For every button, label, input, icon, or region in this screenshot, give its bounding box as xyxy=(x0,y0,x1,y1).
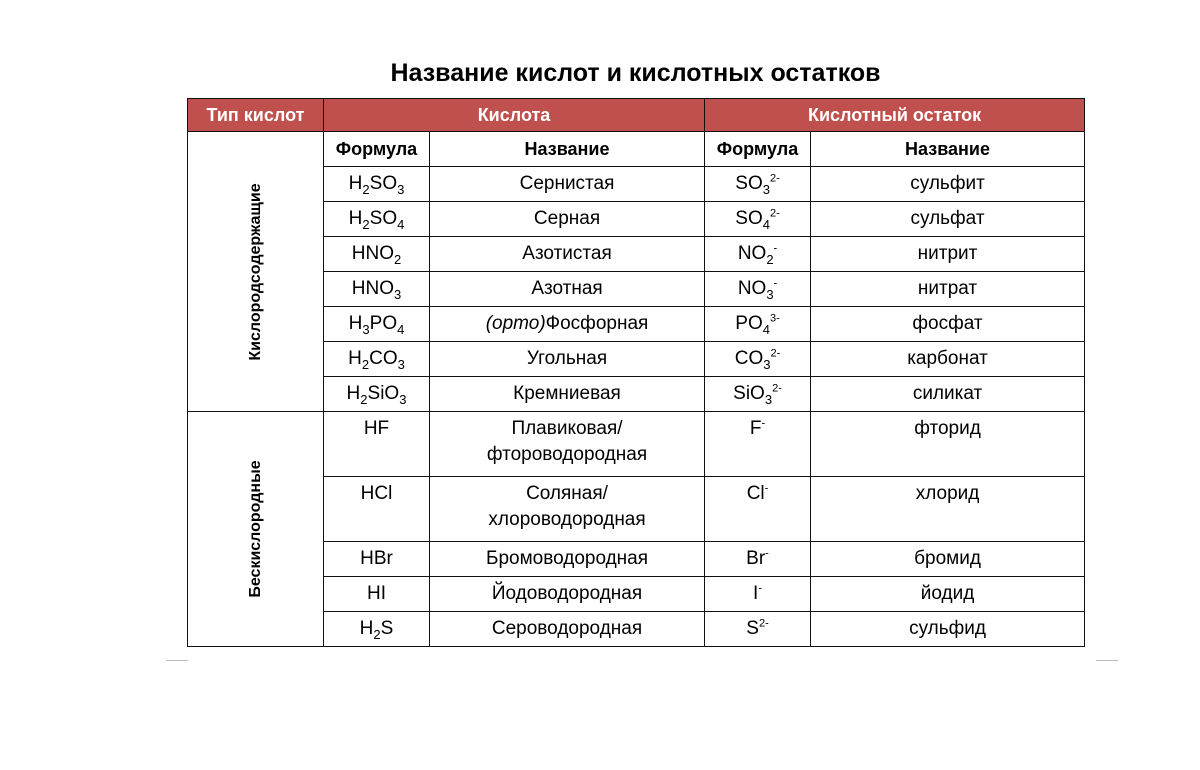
acid-formula: $H_2SO_3$ xyxy=(324,167,430,202)
acid-name: Плавиковая/ фтороводородная xyxy=(430,412,705,477)
residue-name: нитрит xyxy=(811,237,1085,272)
table-body xyxy=(188,132,1085,647)
residue-formula: F- xyxy=(705,412,811,477)
residue-name: нитрат xyxy=(811,272,1085,307)
subheader-acid-formula: Формула xyxy=(324,132,430,167)
type-cell xyxy=(188,132,324,412)
acid-formula: HBr xyxy=(324,542,430,577)
residue-name: сульфит xyxy=(811,167,1085,202)
residue-formula: Br- xyxy=(705,542,811,577)
acids-table xyxy=(187,98,1085,647)
residue-name: хлорид xyxy=(811,477,1085,542)
residue-name: сульфид xyxy=(811,612,1085,647)
acid-name: (орто)Фосфорная xyxy=(430,307,705,342)
acid-formula: HI xyxy=(324,577,430,612)
type-label: Кислородсодержащие xyxy=(246,182,264,361)
subheader-residue-name: Название xyxy=(811,132,1085,167)
acid-formula: HCl xyxy=(324,477,430,542)
residue-formula: $CO_3^{2-}$ xyxy=(705,342,811,377)
type-cell xyxy=(188,412,324,647)
residue-formula: $SO_4^{2-}$ xyxy=(705,202,811,237)
acid-name: Кремниевая xyxy=(430,377,705,412)
acid-name: Серная xyxy=(430,202,705,237)
acid-formula: $H_2SiO_3$ xyxy=(324,377,430,412)
header-row xyxy=(188,99,1085,132)
residue-formula: SiO$_3^{2-}$ xyxy=(705,377,811,412)
header-type: Тип кислот xyxy=(188,99,324,132)
subheader-residue-formula: Формула xyxy=(705,132,811,167)
residue-formula: I- xyxy=(705,577,811,612)
acid-name: Угольная xyxy=(430,342,705,377)
acid-name: Йодоводородная xyxy=(430,577,705,612)
subheader-acid-name: Название xyxy=(430,132,705,167)
residue-name: фосфат xyxy=(811,307,1085,342)
residue-name: бромид xyxy=(811,542,1085,577)
acid-formula: $HNO_2$ xyxy=(324,237,430,272)
acid-formula: $H_2S$ xyxy=(324,612,430,647)
subheader-row xyxy=(188,132,1085,167)
acid-name: Сернистая xyxy=(430,167,705,202)
page-title: Название кислот и кислотных остатков xyxy=(390,59,881,87)
table-row xyxy=(188,412,1085,477)
residue-name: йодид xyxy=(811,577,1085,612)
acid-formula: $H_3PO_4$ xyxy=(324,307,430,342)
type-label: Бескислородные xyxy=(246,460,264,598)
acid-formula: $H_2CO_3$ xyxy=(324,342,430,377)
header-residue: Кислотный остаток xyxy=(705,99,1085,132)
residue-formula: $S^{2-}$ xyxy=(705,612,811,647)
residue-formula: $SO_3^{2-}$ xyxy=(705,167,811,202)
scan-mark xyxy=(1096,660,1118,661)
residue-formula: $NO_3^-$ xyxy=(705,272,811,307)
residue-name: фторид xyxy=(811,412,1085,477)
acid-name: Бромоводородная xyxy=(430,542,705,577)
residue-formula: $NO_2^-$ xyxy=(705,237,811,272)
acid-name: Сероводородная xyxy=(430,612,705,647)
residue-formula: Cl- xyxy=(705,477,811,542)
acid-name: Соляная/ хлороводородная xyxy=(430,477,705,542)
acid-formula: HF xyxy=(324,412,430,477)
header-acid: Кислота xyxy=(324,99,705,132)
scan-mark xyxy=(166,660,188,661)
acid-name: Азотистая xyxy=(430,237,705,272)
residue-name: силикат xyxy=(811,377,1085,412)
acid-name: Азотная xyxy=(430,272,705,307)
acid-formula: $H_2SO_4$ xyxy=(324,202,430,237)
acid-formula: $HNO_3$ xyxy=(324,272,430,307)
residue-name: сульфат xyxy=(811,202,1085,237)
residue-name: карбонат xyxy=(811,342,1085,377)
residue-formula: $PO_4^{3-}$ xyxy=(705,307,811,342)
